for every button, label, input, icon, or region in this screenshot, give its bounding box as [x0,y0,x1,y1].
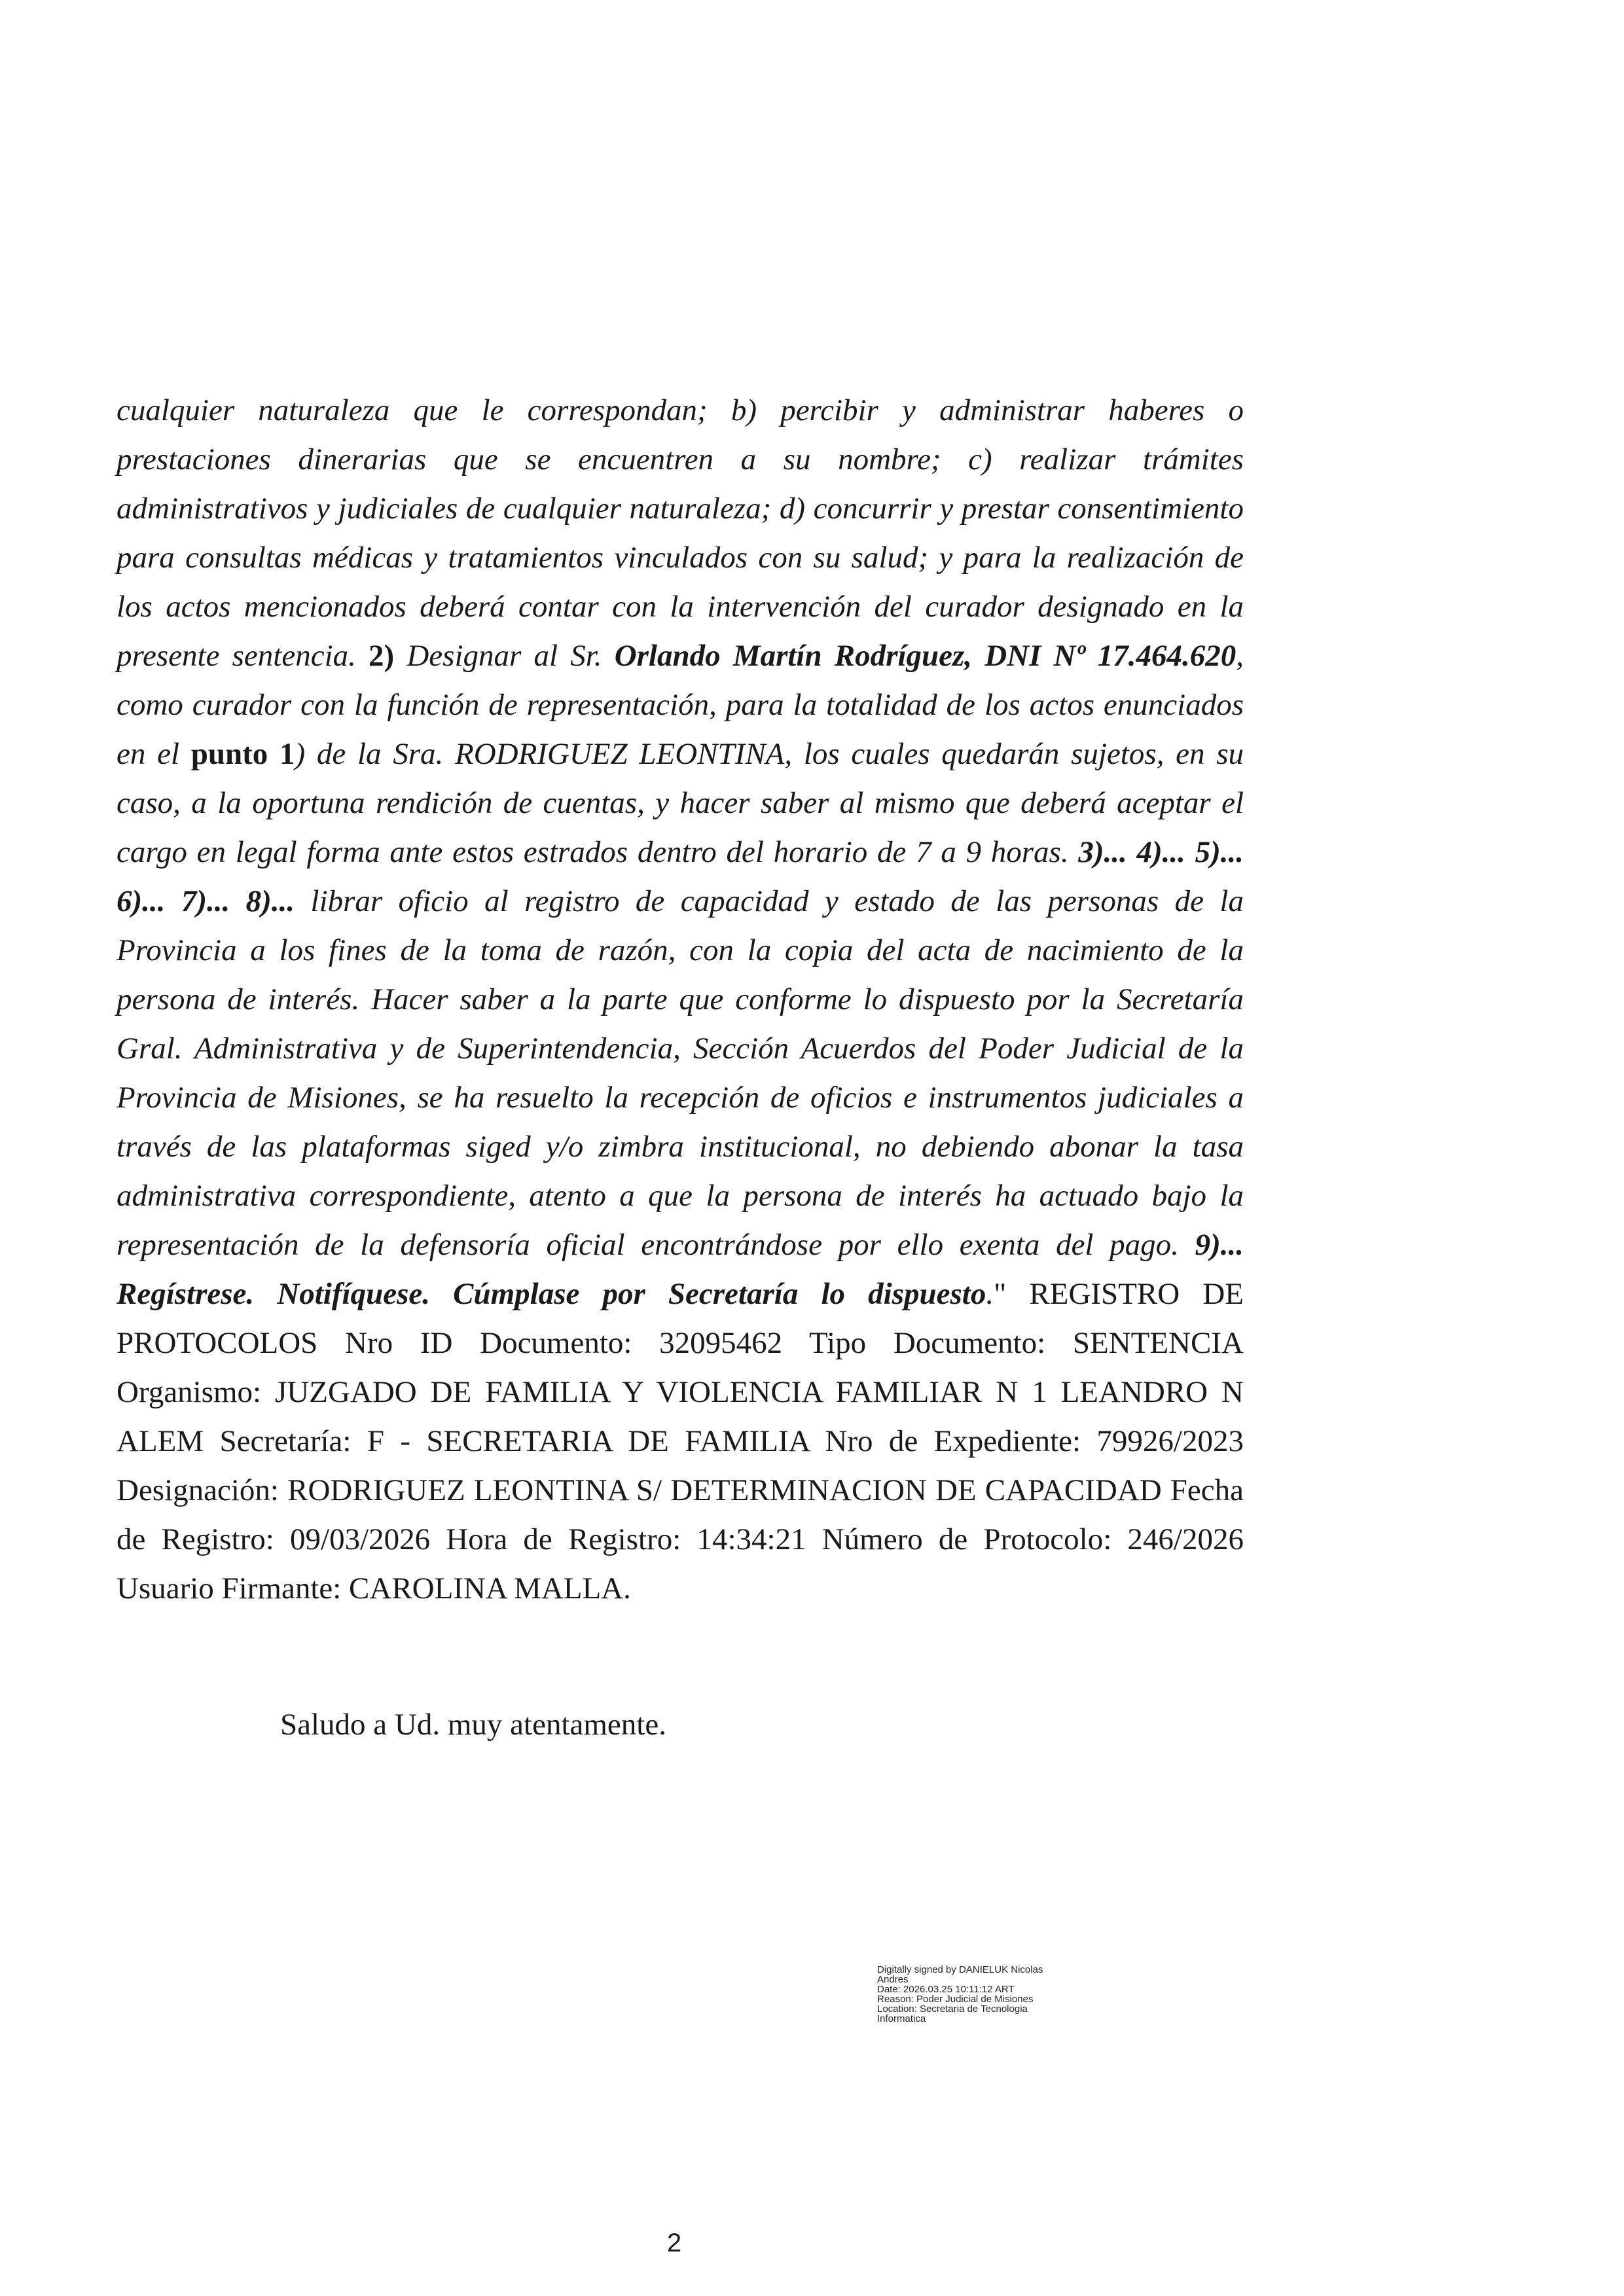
text-segment-bold: punto 1 [190,737,295,771]
text-segment: . [986,1277,994,1311]
signature-line: Location: Secretaria de Tecnologia [877,2003,1028,2015]
digital-signature-block [877,1965,1093,2024]
text-segment: ) de la Sra. RODRIGUEZ LEONTINA, los cuales quedarán sujetos, en su caso, a la oportuna rendición de cuentas, y hacer saber al mismo que deberá aceptar el cargo en legal forma ante estos estrados dentro del horario de 7 a 9 horas. [117,737,1244,869]
curator-name: Orlando Martín Rodríguez, DNI Nº 17.464.620 [614,639,1236,673]
signature-line: Date: 2026.03.25 10:11:12 ART [877,1984,1015,1995]
text-segment: librar oficio al registro de capacidad y estado de las personas de la Provincia a los fines de la toma de razón, con la copia del acta de nacimiento de la persona de interés. Hacer saber a la parte que conforme lo dispuesto por la Secretaría Gral. Administrativa y de Superintendencia, Sección Acuerdos del Poder Judicial de la Provincia de Misiones, se ha resuelto la recepción de oficios e instrumentos judiciales a través de las plataformas siged y/o zimbra institucional, no debiendo abonar la tasa administrativa correspondiente, atento a que la persona de interés ha actuado bajo la representación de la defensoría oficial encontrándose por ello exenta del pago. [117,884,1244,1262]
protocol-registry-text: " REGISTRO DE PROTOCOLOS Nro ID Documento: 32095462 Tipo Documento: SENTENCIA Organismo: JUZGADO DE FAMILIA Y VIOLENCIA FAMILIAR N 1 LEANDRO N ALEM Secretaría: F - SECRETARIA DE FAMILIA Nro de Expediente: 79926/2023 Designación: RODRIGUEZ LEONTINA S/ DETERMINACION DE CAPACIDAD Fecha de Registro: 09/03/2026 Hora de Registro: 14:34:21 Número de Protocolo: 246/2026 Usuario Firmante: CAROLINA MALLA. [117,1277,1244,1605]
closing-salutation: Saludo a Ud. muy atentamente. [280,1708,666,1742]
text-segment: cualquier naturaleza que le correspondan; b) percibir y administrar haberes o prestaciones dinerarias que se encuentren a su nombre; c) realizar trámites administrativos y judiciales de cualquier naturaleza; d) concurrir y prestar consentimiento para consultas médicas y tratamientos vinculados con su salud; y para la realización de los actos mencionados deberá contar con la intervención del curador designado en la presente sentencia. [117,393,1244,673]
text-segment: Designar al Sr. [394,639,615,673]
resolution-paragraph [117,386,1244,1613]
text-segment-bold: 3)... 4)... 5)... 6)... 7)... 8)... [117,835,1244,918]
text-segment-bold: 9)... Regístrese. Notifíquese. Cúmplase por Secretaría lo dispuesto [117,1228,1244,1311]
text-segment: , como curador con la función de representación, para la totalidad de los actos enunciados en el [117,639,1244,771]
signature-line: Andres [877,1974,909,1985]
signature-line: Digitally signed by DANIELUK Nicolas [877,1964,1043,1975]
signature-line: Informatica [877,2013,926,2024]
signature-line: Reason: Poder Judicial de Misiones [877,1994,1034,2005]
page-number: 2 [666,2229,682,2257]
text-segment-bold: 2) [369,639,395,673]
